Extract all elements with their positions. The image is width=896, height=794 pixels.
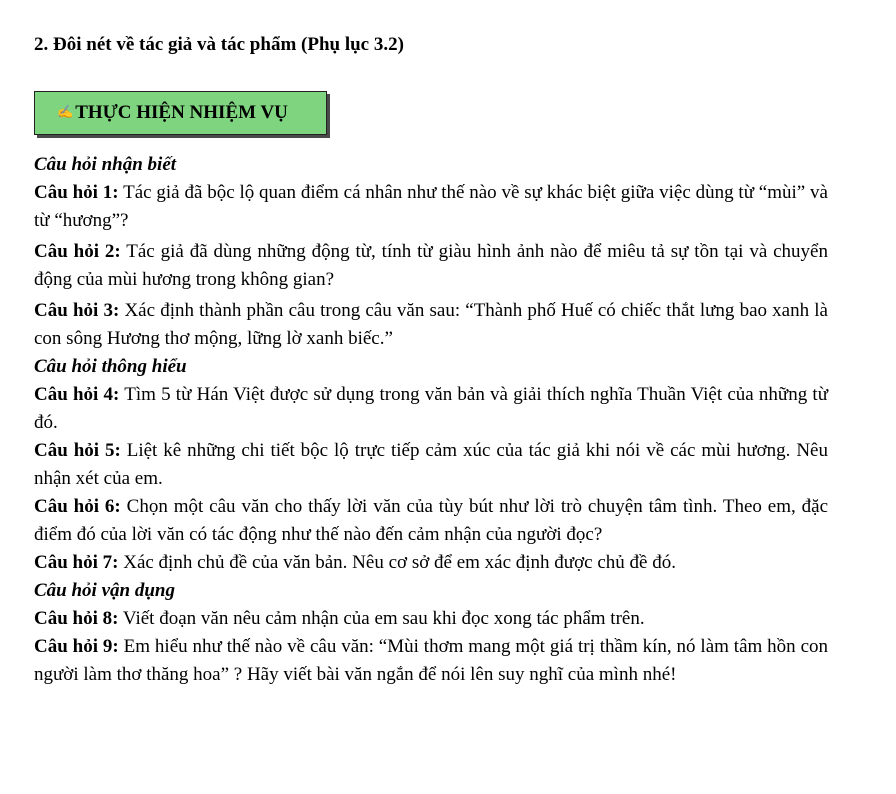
pen-icon: ✍ [57, 104, 74, 119]
question-list [34, 151, 828, 689]
question-8: Câu hỏi 8: Viết đoạn văn nêu cảm nhận của em sau khi đọc xong tác phẩm trên. [34, 608, 645, 629]
question-7: Câu hỏi 7: Xác định chủ đề của văn bản. Nêu cơ sở để em xác định được chủ đề đó. [34, 552, 676, 573]
question-5: Câu hỏi 5: Liệt kê những chi tiết bộc lộ trực tiếp cảm xúc của tác giả khi nói về các mùi hương. Nêu nhận xét của em. [34, 440, 828, 489]
question-2: Câu hỏi 2: Tác giả đã dùng những động từ, tính từ giàu hình ảnh nào để miêu tả sự tồn tại và chuyển động của mùi hương trong không gian? [34, 241, 828, 290]
task-banner-label: THỰC HIỆN NHIỆM VỤ [75, 102, 288, 123]
section-heading: 2. Đôi nét về tác giả và tác phẩm (Phụ lục 3.2) [34, 34, 404, 55]
task-banner [34, 91, 327, 135]
question-9: Câu hỏi 9: Em hiểu như thế nào về câu văn: “Mùi thơm mang một giá trị thầm kín, nó làm tâm hồn con người làm thơ thăng hoa” ? Hãy viết bài văn ngắn để nói lên suy nghĩ của mình nhé! [34, 636, 829, 685]
section-title-comprehension: Câu hỏi thông hiểu [34, 356, 187, 377]
section-title-application: Câu hỏi vận dụng [34, 580, 175, 601]
question-1: Câu hỏi 1: Tác giả đã bộc lộ quan điểm cá nhân như thế nào về sự khác biệt giữa việc dùng từ “mùi” và từ “hương”? [34, 182, 828, 231]
question-4: Câu hỏi 4: Tìm 5 từ Hán Việt được sử dụng trong văn bản và giải thích nghĩa Thuần Việt của những từ đó. [34, 384, 828, 433]
section-title-recognition: Câu hỏi nhận biết [34, 154, 177, 175]
question-3: Câu hỏi 3: Xác định thành phần câu trong câu văn sau: “Thành phố Huế có chiếc thắt lưng bao xanh là con sông Hương thơ mộng, lững lờ xanh biếc.” [34, 300, 828, 349]
question-6: Câu hỏi 6: Chọn một câu văn cho thấy lời văn của tùy bút như lời trò chuyện tâm tình. Theo em, đặc điểm đó của lời văn có tác động như thế nào đến cảm nhận của người đọc? [34, 496, 828, 545]
